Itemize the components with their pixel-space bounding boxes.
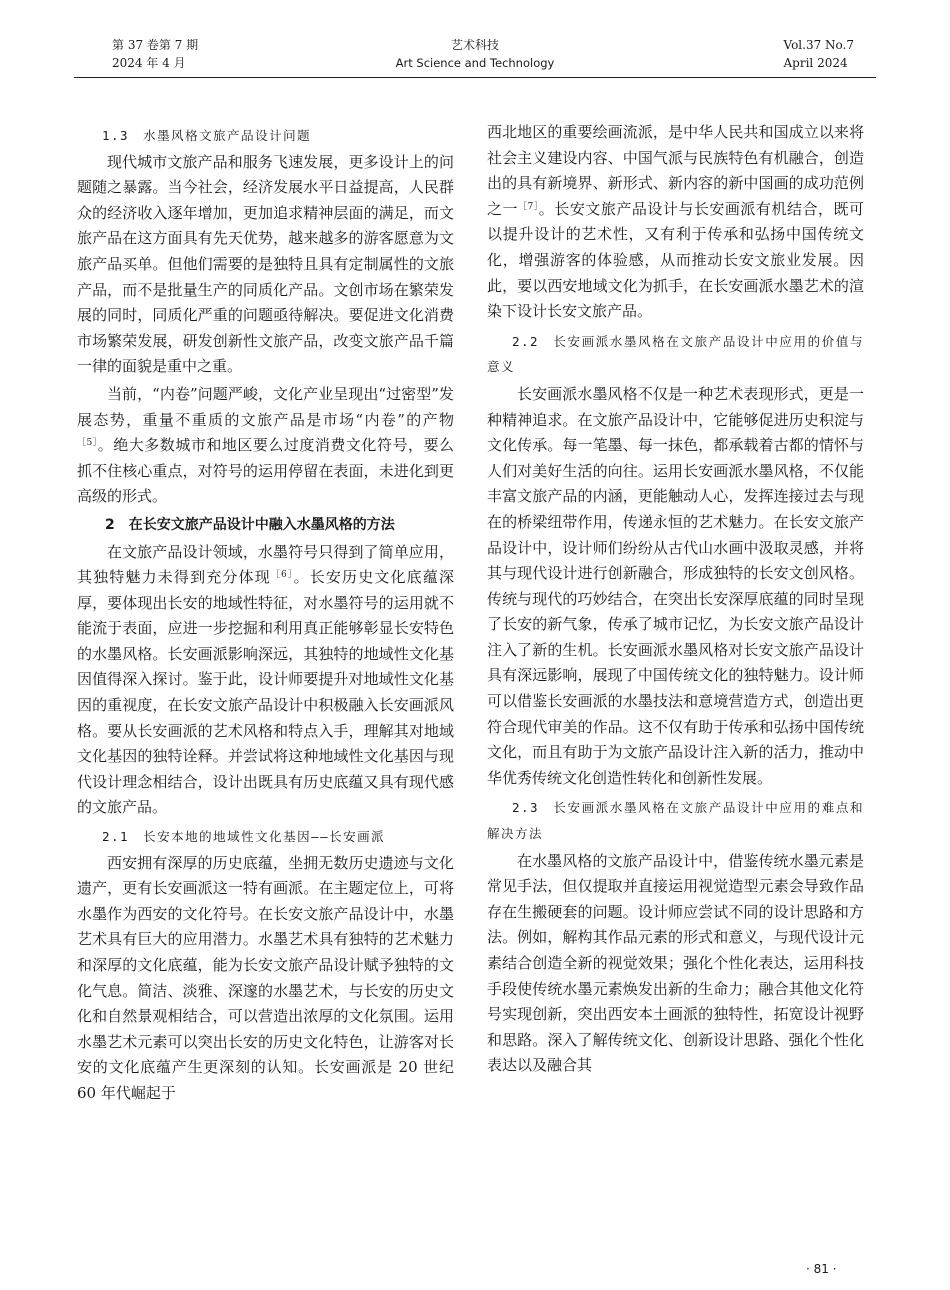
heading-1-3: 1.3 水墨风格文旅产品设计问题 xyxy=(102,128,312,143)
right-column xyxy=(487,120,864,1079)
citation: ［5］ xyxy=(77,438,98,449)
header-date: 2024 年 4 月 xyxy=(112,56,186,70)
header-volume-en xyxy=(784,36,855,72)
paragraph: 西安拥有深厚的历史底蕴，坐拥无数历史遗迹与文化遗产，更有长安画派这一特有画派。在主题定位上，可将水墨作为西安的文化符号。在长安文旅产品设计中，水墨艺术具有巨大的应用潜力。水墨艺术具有独特的艺术魅力和深厚的文化底蕴，能为长安文旅产品设计赋予独特的文化气息。简洁、淡雅、深邃的水墨艺术，与长安的历史文化和自然景观相结合，可以营造出浓厚的文化氛围。运用水墨艺术元素可以突出长安的历史文化特色，让游客对长安的文化底蕴产生更深刻的认知。长安画派是 20 世纪 60 年代崛起于 xyxy=(77,853,454,1102)
header-rule xyxy=(74,77,876,78)
header-journal-en: Art Science and Technology xyxy=(395,56,555,70)
paragraph: 长安画派水墨风格不仅是一种艺术表现形式，更是一种精神追求。在文旅产品设计中，它能够促进历史积淀与文化传承。每一笔墨、每一抹色，都承载着古都的情怀与人们对美好生活的向往。运用长安画派水墨风格，不仅能丰富文旅产品的内涵，更能触动人心，发挥连接过去与现在的桥梁纽带作用，传递永恒的艺术魅力。在长安文旅产品设计中，设计师们纷纷从古代山水画中汲取灵感，并将其与现代设计进行创新融合，形成独特的长安文创风格。传统与现代的巧妙结合，在突出长安深厚底蕴的同时呈现了长安的新气象，传承了城市记忆，为长安文旅产品设计注入了新的生机。长安画派水墨风格对长安文旅产品设计具有深远影响，展现了中国传统文化的独特魅力。设计师可以借鉴长安画派的水墨技法和意境营造方式，创造出更符合现代审美的作品。这不仅有助于传承和弘扬中国传统文化，而且有助于为文旅产品设计注入新的活力，推动中华优秀传统文化创造性转化和创新性发展。 xyxy=(487,384,864,787)
heading-2-1: 2.1 长安本地的地域性文化基因——长安画派 xyxy=(102,829,386,845)
paragraph: 在水墨风格的文旅产品设计中，借鉴传统水墨元素是常见手法，但仅提取并直接运用视觉造型元素会导致作品存在生搬硬套的问题。设计师应尝试不同的设计思路和方法。例如，解构其作品元素的形式和意义，与现代设计元素结合创造全新的视觉效果；强化个性化表达，运用科技手段使传统水墨元素焕发出新的生命力；融合其他文化符号实现创新，突出西安本土画派的独特性，拓宽设计视野和思路。深入了解传统文化、创新设计思路、强化个性化表达以及融合其 xyxy=(487,851,864,1075)
header-vol-no: Vol.37 No.7 xyxy=(783,38,854,52)
paragraph: 在文旅产品设计领域，水墨符号只得到了简单应用，其独特魅力未得到充分体现$^{[6]}$。长安历史文化底蕴深厚，要体现出长安的地域性特征，对水墨符号的运用就不能流于表面，应进一步挖掘和利用真正能够彰显长安特色的水墨风格。长安画派影响深远，其独特的地域性文化基因值得深入探讨。鉴于此，设计师要提升对地域性文化基因的重视度，在长安文旅产品设计中积极融入长安画派风格。要从长安画派的艺术风格和特点入手，理解其对地域文化基因的独特诠释。并尝试将这种地域性文化基因与现代设计理念相结合，设计出既具有历史底蕴又具有现代感的文旅产品。 xyxy=(77,542,454,817)
header-journal-title xyxy=(74,36,876,72)
citation: ［7］ xyxy=(518,201,539,212)
running-header xyxy=(74,36,876,76)
paragraph: 现代城市文旅产品和服务飞速发展，更多设计上的问题随之暴露。当今社会，经济发展水平日益提高，人民群众的经济收入逐年增加，更加追求精神层面的满足，而文旅产品在这方面具有先天优势，越来越多的游客愿意为文旅产品买单。但他们需要的是独特且具有定制属性的文旅产品，而不是批量生产的同质化产品。文创市场在繁荣发展的同时，同质化严重的问题亟待解决。要促进文化消费市场繁荣发展，研发创新性文旅产品，改变文旅产品千篇一律的面貌是重中之重。 xyxy=(77,152,454,376)
page-number: · 81 · xyxy=(806,1262,837,1276)
citation: ［6］ xyxy=(270,570,294,581)
heading-2-2: 2.2 长安画派水墨风格在文旅产品设计中应用的价值与意义 xyxy=(487,333,864,375)
paragraph: 西北地区的重要绘画流派，是中华人民共和国成立以来将社会主义建设内容、中国气派与民族特色有机融合，创造出的具有新境界、新形式、新内容的新中国画的成功范例之一$^{[7]}$。长安文旅产品设计与长安画派有机结合，既可以提升设计的艺术性，又有利于传承和弘扬中国传统文化，增强游客的体验感，从而推动长安文旅业发展。因此，要以西安地域文化为抓手，在长安画派水墨艺术的渲染下设计长安文旅产品。 xyxy=(487,123,864,321)
heading-2: 2 在长安文旅产品设计中融入水墨风格的方法 xyxy=(105,516,395,533)
header-month: April 2024 xyxy=(783,56,848,70)
header-journal-cn: 艺术科技 xyxy=(450,38,499,52)
left-column xyxy=(77,120,454,1107)
heading-2-3: 2.3 长安画派水墨风格在文旅产品设计中应用的难点和解决方法 xyxy=(487,800,864,842)
header-volume: 第 37 卷第 7 期 xyxy=(112,38,199,52)
paragraph: 当前，“内卷”问题严峻，文化产业呈现出“过密型”发展态势，重量不重质的文旅产品是市场“内卷”的产物$^{[5]}$。绝大多数城市和地区要么过度消费文化符号，要么抓不住核心重点，对符号的运用停留在表面，未进化到更高级的形式。 xyxy=(77,384,454,506)
